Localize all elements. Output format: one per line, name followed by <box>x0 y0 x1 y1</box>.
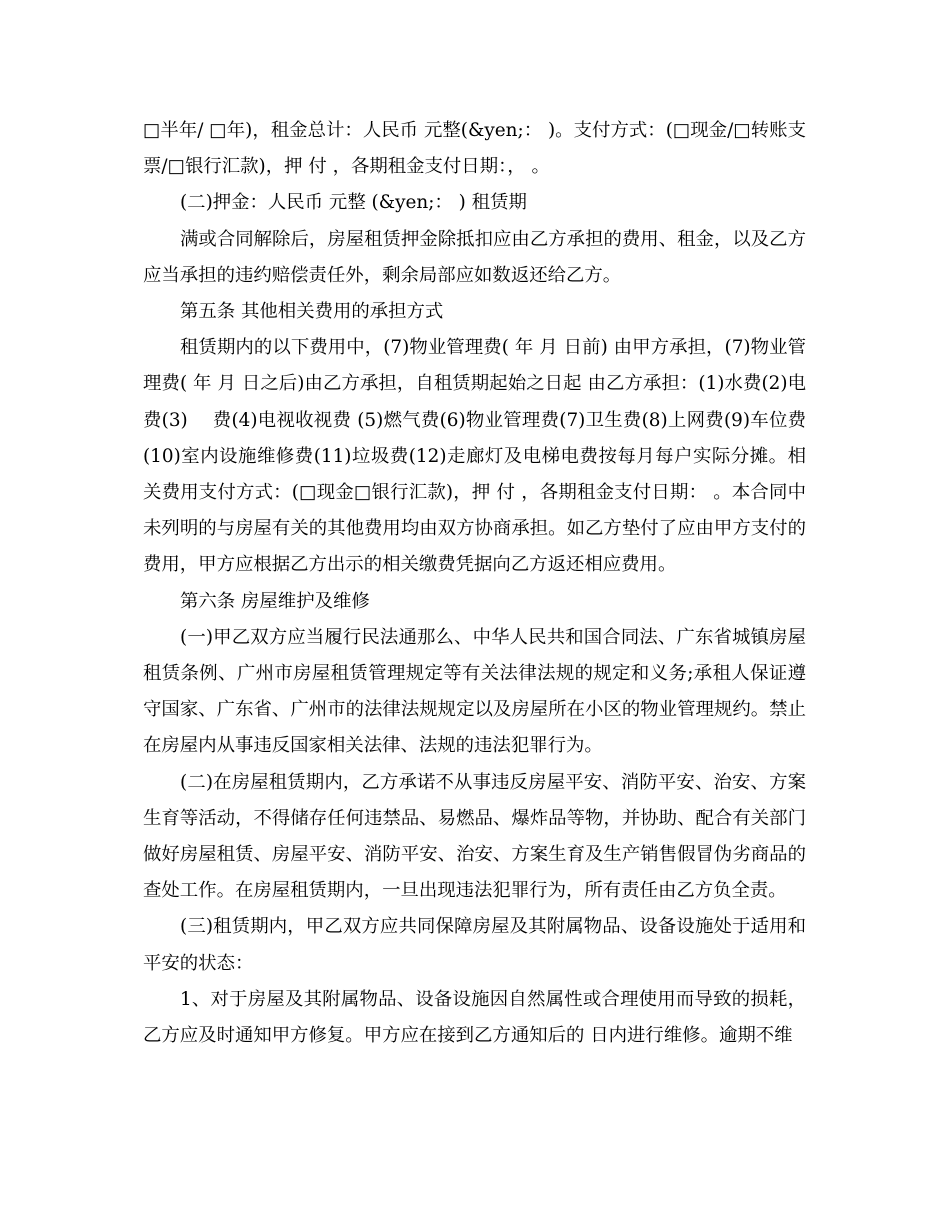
paragraph-clause-3-item-1: 1、对于房屋及其附属物品、设备设施因自然属性或合理使用而导致的损耗，乙方应及时通知甲方修复。甲方应在接到乙方通知后的 日内进行维修。逾期不维 <box>143 988 806 1047</box>
paragraph-clause-1: (一)甲乙双方应当履行民法通那么、中华人民共和国合同法、广东省城镇房屋租赁条例、广州市房屋租赁管理规定等有关法律法规的规定和义务;承租人保证遵守国家、广东省、广州市的法律法规规定以及房屋所在小区的物业管理规约。禁止在房屋内从事违反国家相关法律、法规的违法犯罪行为。 <box>143 626 806 757</box>
document-body <box>143 113 806 1054</box>
paragraph-other-fees: 租赁期内的以下费用中，(7)物业管理费( 年 月 日前) 由甲方承担，(7)物业管理费( 年 月 日之后)由乙方承担，自租赁期起始之日起 由乙方承担：(1)水费(2)电费(3) 费(4)电视收视费 (5)燃气费(6)物业管理费(7)卫生费(8)上网费(9)车位费(10)室内设施维修费(11)垃圾费(12)走廊灯及电梯电费按每月每户实际分摊。相关费用支付方式：(□现金□银行汇款)，押 付 ，各期租金支付日期： 。本合同中未列明的与房屋有关的其他费用均由双方协商承担。如乙方垫付了应由甲方支付的费用，甲方应根据乙方出示的相关缴费凭据向乙方返还相应费用。 <box>143 337 806 576</box>
paragraph-rent-payment: □半年/ □年)，租金总计：人民币 元整(&yen;： )。支付方式：(□现金/□转账支票/□银行汇款)，押 付 ，各期租金支付日期：， 。 <box>143 120 806 178</box>
section-heading-article-6: 第六条 房屋维护及维修 <box>180 590 370 612</box>
section-heading-article-5: 第五条 其他相关费用的承担方式 <box>180 301 444 323</box>
paragraph-clause-2: (二)在房屋租赁期内，乙方承诺不从事违反房屋平安、消防平安、治安、方案生育等活动，不得储存任何违禁品、易燃品、爆炸品等物，并协助、配合有关部门做好房屋租赁、房屋平安、消防平安、治安、方案生育及生产销售假冒伪劣商品的查处工作。在房屋租赁期内，一旦出现违法犯罪行为，所有责任由乙方负全责。 <box>143 771 806 902</box>
paragraph-deposit-return: 满或合同解除后，房屋租赁押金除抵扣应由乙方承担的费用、租金，以及乙方应当承担的违约赔偿责任外，剩余局部应如数返还给乙方。 <box>143 228 806 286</box>
paragraph-clause-3: (三)租赁期内，甲乙双方应共同保障房屋及其附属物品、设备设施处于适用和平安的状态： <box>143 916 806 974</box>
paragraph-deposit: (二)押金：人民币 元整 (&yen;： ) 租赁期 <box>180 192 527 214</box>
